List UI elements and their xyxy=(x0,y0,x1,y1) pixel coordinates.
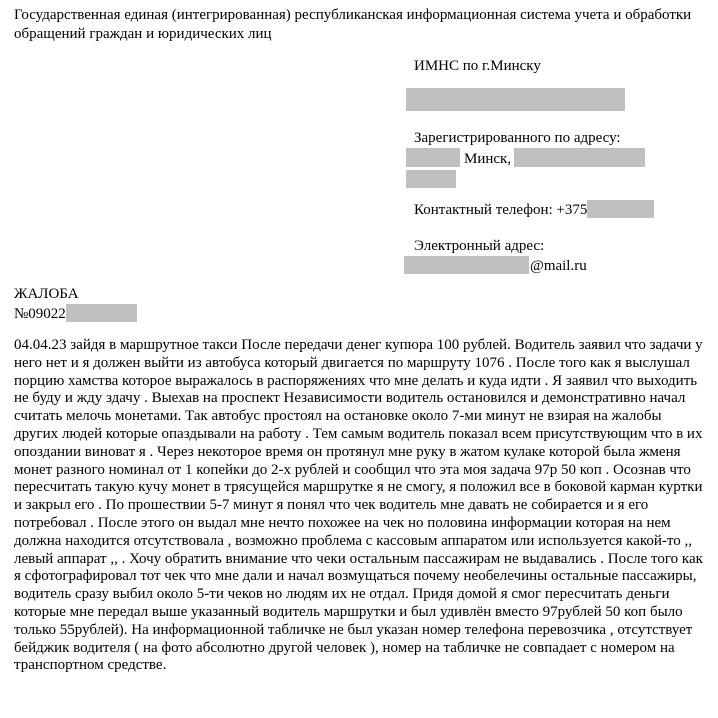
recipient-office: ИМНС по г.Минску xyxy=(414,58,541,74)
complaint-body: 04.04.23 зайдя в маршрутное такси После передачи денег купюра 100 рублей. Водитель заявил что задачи у него нет и я должен выйти из автобуса который двигается по маршруту 1076 . После того как я выслушал порцию хамства которое выражалось в распоряжениях что мне делать и куда идти . Я заявил что выходить не буду и жду здачу . Выехав на проспект Независимости водитель остановился и демонстративно начал считать мелочь монетами. Так автобус простоял на остановке около 7-ми минут не взирая на жалобы других людей которые опаздывали на работу . Тем самым водитель показал всем присутствующим что в их опоздании виноват я . Через некоторое время он протянул мне руку в жатом кулаке которой была жменя монет разного номинал от 1 копейки до 2-х рублей и сообщил что эта моя задача 97р 50 коп . Осознав что пересчитать такую кучу монет в трясущейся маршрутке я не смогу, я положил все в боковой карман куртки и закрыл его . По прошествии 5-7 минут я понял что чек водитель мне давать не собирается и я его потребовал . После этого он выдал мне нечто похожее на чек но половина информации которая на нем должна находится отсутствовала , возможно проблема с кассовым аппаратом или используется какой-то ,, левый аппарат ,, . Хочу обратить внимание что чеки остальным пассажирам не выдавались . После того как я сфотографировал тот чек что мне дали и начал возмущаться почему необелечины остальные пассажиры, водитель сразу выбил около 5-ти чеков но людям их не отдал. Придя домой я смог пересчитать деньги которые мне передал выше указанный водитель маршрутки и был удивлён вместо 97рублей 50 коп было только 55рублей). На информационной табличке не был указан номер телефона перевозчика , отсутствует бейджик водителя ( на фото абсолютно другой человек ), номер на табличке не совпадает с номером на транспортном средстве. xyxy=(14,337,703,674)
email-line xyxy=(414,256,714,276)
redacted-address-part1 xyxy=(406,148,460,167)
redacted-email-local xyxy=(404,256,529,274)
redacted-phone-number xyxy=(587,200,654,218)
address-city: Минск, xyxy=(464,151,512,167)
redacted-recipient-name xyxy=(406,88,625,111)
phone-line xyxy=(414,200,714,220)
redacted-address-part2 xyxy=(514,148,645,167)
address-line-1 xyxy=(414,148,714,169)
complaint-title: ЖАЛОБА xyxy=(14,286,79,302)
complaint-number: №09022 xyxy=(14,306,66,322)
complaint-number-line xyxy=(14,304,137,324)
email-label: Электронный адрес: xyxy=(414,238,545,254)
redacted-address-part3 xyxy=(406,170,456,188)
system-header: Государственная единая (интегрированная) республиканская информационная система учета и обработки обращений граждан и юридических лиц xyxy=(14,7,692,42)
complaint-heading xyxy=(14,285,137,324)
registered-address-label: Зарегистрированного по адресу: xyxy=(414,130,621,146)
email-domain: @mail.ru xyxy=(530,258,587,274)
phone-label: Контактный телефон: +375 xyxy=(414,202,588,218)
recipient-block xyxy=(414,57,714,276)
redacted-complaint-number-suffix xyxy=(66,304,137,322)
